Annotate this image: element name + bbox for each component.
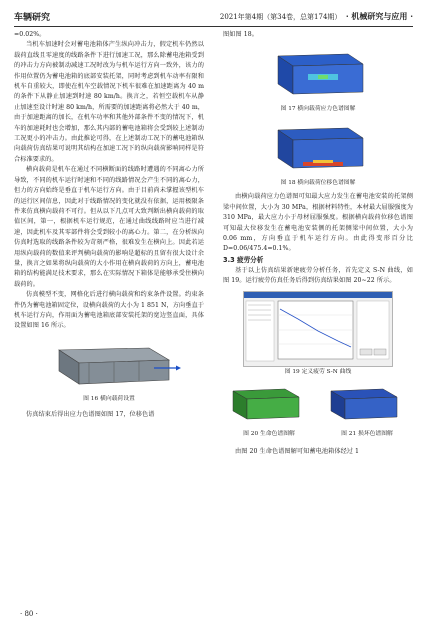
page-number: · 80 · — [20, 610, 38, 618]
figure-19-caption: 图 19 定义疲劳 S-N 曲线 — [284, 368, 352, 375]
paragraph: =0.02%。 — [14, 31, 46, 38]
figure-18-image — [263, 118, 373, 178]
section-heading: 3.3 疲劳分析 — [223, 255, 264, 264]
header-right — [220, 11, 413, 22]
figure-16 — [34, 338, 184, 394]
paragraph: 由横向载荷应力色谱图可知最大应力发生在蓄电池安装的托架侧梁中间位置，大小为 30 MPa，根据材料特性，本材最大屈服强度为 310 MPa，最大应力小于母材屈服强度。根据横向载荷位移色谱图可知最大位移发生在蓄电池安装侧的托架侧梁中间位置，大小为 0.06 mm，方向垂直于机车运行方向。由此得变形百分比 D=0.06/475.4=0.1%。 — [223, 193, 413, 253]
left-column — [14, 30, 204, 420]
figure-20-image — [223, 381, 315, 425]
issue-info: 2021年第4期（第34卷，总第174期） — [219, 13, 342, 21]
right-column — [223, 30, 413, 457]
paragraph: 当机车加速时会对蓄电池箱体产生纵向冲击力，假定机车仍然以载荷直线且零速度的线路条件下进行加速工况，那么除蓄电池箱受到的冲击力方向被制动减速工况时改为与机车运行方向一致外，该力的作用位置仍为蓄电池箱的底部安装托架，同时考虑到机车动率有限和机车自重较大，即使在机车空载情况下机车很难在加速距离为 40 m 的条件下从静止加速到时速 80 km/h。换言之，若恒空载机车从静止加速至设计时速 80 km/h，所需要的加速距离将必然大于 40 m，由于加速距离的加长，在机车功率和其他外部条件不变的情况下，机车的加速耗时也会增加，那么其内部的蓄电池箱将会受到较上述制动工况更小的冲击力。由此推论可得，在上述制动工况下的蓄电池箱纵向载荷仿真结果可说明其结构在加速工况下的纵向载荷影响同样是符合标准要求的。 — [14, 41, 204, 163]
figure-18 — [263, 118, 373, 178]
section-name: · 机械研究与应用 · — [345, 11, 413, 21]
figure-19 — [243, 291, 393, 367]
figure-19-image — [243, 291, 393, 367]
figure-17 — [263, 44, 373, 104]
figure-row — [223, 381, 413, 439]
figure-17-caption: 图 17 横向载荷应力色谱图解 — [280, 106, 356, 113]
paragraph: 仿真结束后得出应力色谱图如图 17，位移色谱 — [26, 410, 155, 418]
figure-20 — [223, 381, 315, 439]
journal-name: 车辆研究 — [14, 13, 51, 23]
figure-16-caption: 图 16 横向载荷设置 — [83, 395, 135, 402]
figure-18-caption: 图 18 横向载荷位移色谱图解 — [280, 180, 356, 187]
figure-21-caption: 图 21 损坏色谱图解 — [341, 430, 393, 437]
figure-21 — [321, 381, 413, 439]
figure-17-image — [263, 44, 373, 104]
paragraph: 横向载荷是机车在通过不同横断面的线路时遭遇的不同离心力所导致，不同的机车运行时速和不同的线路情况会产生不同的离心力，但力的方向始终是垂直于机车运行方向。由于目前尚未掌握该型机车的运行区间信息，因此对于线路情况的变化就没有依据，运用极限条件来仿真横向载荷不可行。但从以下几点可大致判断出横向载荷的取值区间，第一，根据机车运行规范，在通过曲线线路时应当进行减速，因此机车及其零部件将会受到较小的离心力。第二，在分析纵向仿真时选取的线路条件较为苛刻严格，很难发生在横向上。因此若运用纵向载荷的数值来评判横向载荷的影响是超标的且留有很大设计余量，换言之如果将纵向载荷的大小作用在横向载荷的方向上，蓄电池箱的结构能满足技术要求，那么在实际情况下箱体是能够承受住横向载荷的。 — [14, 166, 204, 288]
paragraph: 图如图 18。 — [223, 31, 258, 38]
paragraph: 仿真模型不变，网格化后进行横向载荷和约束条件设置。约束条件仍为蓄电池箱固定位，设横向载荷的大小为 1 851 N，方向垂直于机车运行方向，作用面为蓄电池箱底部安装托架的宽边竖直面，具体设置如图 16 所示。 — [14, 291, 204, 330]
paragraph: 基于以上仿真结果新建疲劳分析任务，首先定义 S-N 曲线，如图 19。运行疲劳仿真任务后得到仿真结果如图 20~22 所示。 — [223, 266, 413, 285]
page-header — [14, 6, 413, 27]
figure-16-image — [34, 338, 184, 394]
figure-20-caption: 图 20 生命色谱图解 — [243, 430, 295, 437]
figure-21-image — [321, 381, 413, 425]
paragraph: 由图 20 生命色谱图解可知蓄电池箱体经过 1 — [235, 447, 360, 455]
